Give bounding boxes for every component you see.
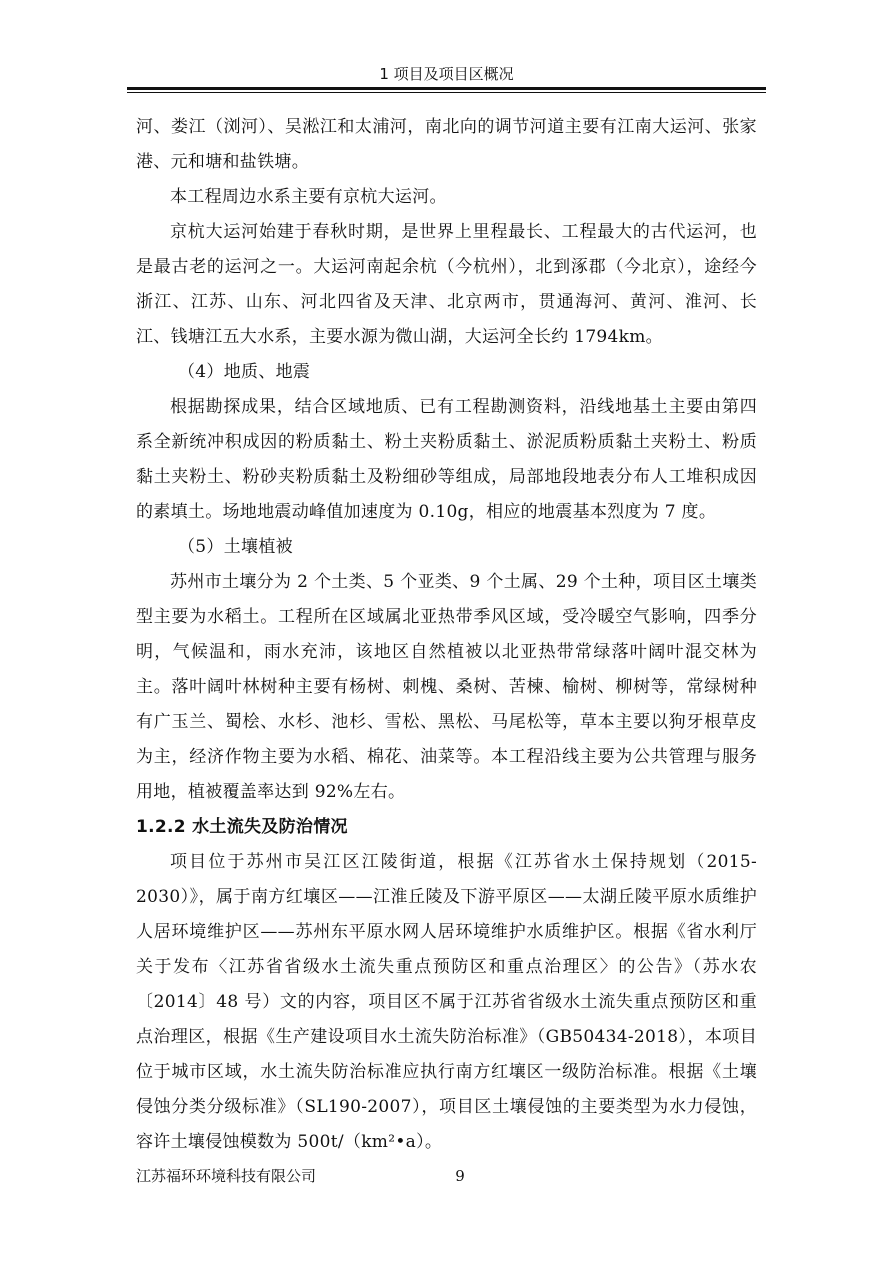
paragraph-soil-erosion: 项目位于苏州市吴江区江陵街道，根据《江苏省水土保持规划（2015-2030）》，属于南方红壤区——江淮丘陵及下游平原区——太湖丘陵平原水质维护人居环境维护区——苏州东平原水网人居环境维护水质维护区。根据《省水利厅关于发布〈江苏省省级水土流失重点预防区和重点治理区〉的公告》（苏水农〔2014〕48 号）文的内容，项目区不属于江苏省省级水土流失重点预防区和重点治理区，根据《生产建设项目水土流失防治标准》（GB50434-2018），本项目位于城市区域，水土流失防治标准应执行南方红壤区一级防治标准。根据《土壤侵蚀分类分级标准》（SL190-2007），项目区土壤侵蚀的主要类型为水力侵蚀，容许土壤侵蚀模数为 500t/（km²•a）。 <box>136 852 757 1152</box>
running-header: 1 项目及项目区概况 <box>379 65 514 83</box>
subheading-soil-vegetation: （5）土壤植被 <box>178 537 293 557</box>
body-text <box>136 110 757 1160</box>
subheading-geology: （4）地质、地震 <box>178 362 311 382</box>
paragraph-soil-vegetation: 苏州市土壤分为 2 个土类、5 个亚类、9 个土属、29 个土种，项目区土壤类型主要为水稻土。工程所在区域属北亚热带季风区域，受冷暖空气影响，四季分明，气候温和，雨水充沛，该地区自然植被以北亚热带常绿落叶阔叶混交林为主。落叶阔叶林树种主要有杨树、刺槐、桑树、苦楝、榆树、柳树等，常绿树种有广玉兰、蜀桧、水杉、池杉、雪松、黑松、马尾松等，草本主要以狗牙根草皮为主，经济作物主要为水稻、棉花、油菜等。本工程沿线主要为公共管理与服务用地，植被覆盖率达到 92%左右。 <box>136 572 757 802</box>
section-heading-soil-erosion: 1.2.2 水土流失及防治情况 <box>136 817 348 837</box>
paragraph-grand-canal: 京杭大运河始建于春秋时期，是世界上里程最长、工程最大的古代运河，也是最古老的运河之一。大运河南起余杭（今杭州），北到涿郡（今北京），途经今浙江、江苏、山东、河北四省及天津、北京两市，贯通海河、黄河、淮河、长江、钱塘江五大水系，主要水源为微山湖，大运河全长约 1794km。 <box>136 222 757 347</box>
paragraph-geology: 根据勘探成果，结合区域地质、已有工程勘测资料，沿线地基土主要由第四系全新统冲积成因的粉质黏土、粉土夹粉质黏土、淤泥质粉质黏土夹粉土、粉质黏土夹粉土、粉砂夹粉质黏土及粉细砂等组成，局部地段地表分布人工堆积成因的素填土。场地地震动峰值加速度为 0.10g，相应的地震基本烈度为 7 度。 <box>136 397 757 522</box>
paragraph-water-system-continued: 河、娄江（浏河）、吴淞江和太浦河，南北向的调节河道主要有江南大运河、张家港、元和塘和盐铁塘。 <box>136 117 757 172</box>
paragraph-surrounding-water: 本工程周边水系主要有京杭大运河。 <box>170 187 447 207</box>
footer-page-number: 9 <box>455 1167 465 1185</box>
footer-company-name: 江苏福环环境科技有限公司 <box>136 1167 317 1185</box>
header-rule-thick <box>127 87 766 90</box>
header-rule-thin <box>127 92 766 93</box>
